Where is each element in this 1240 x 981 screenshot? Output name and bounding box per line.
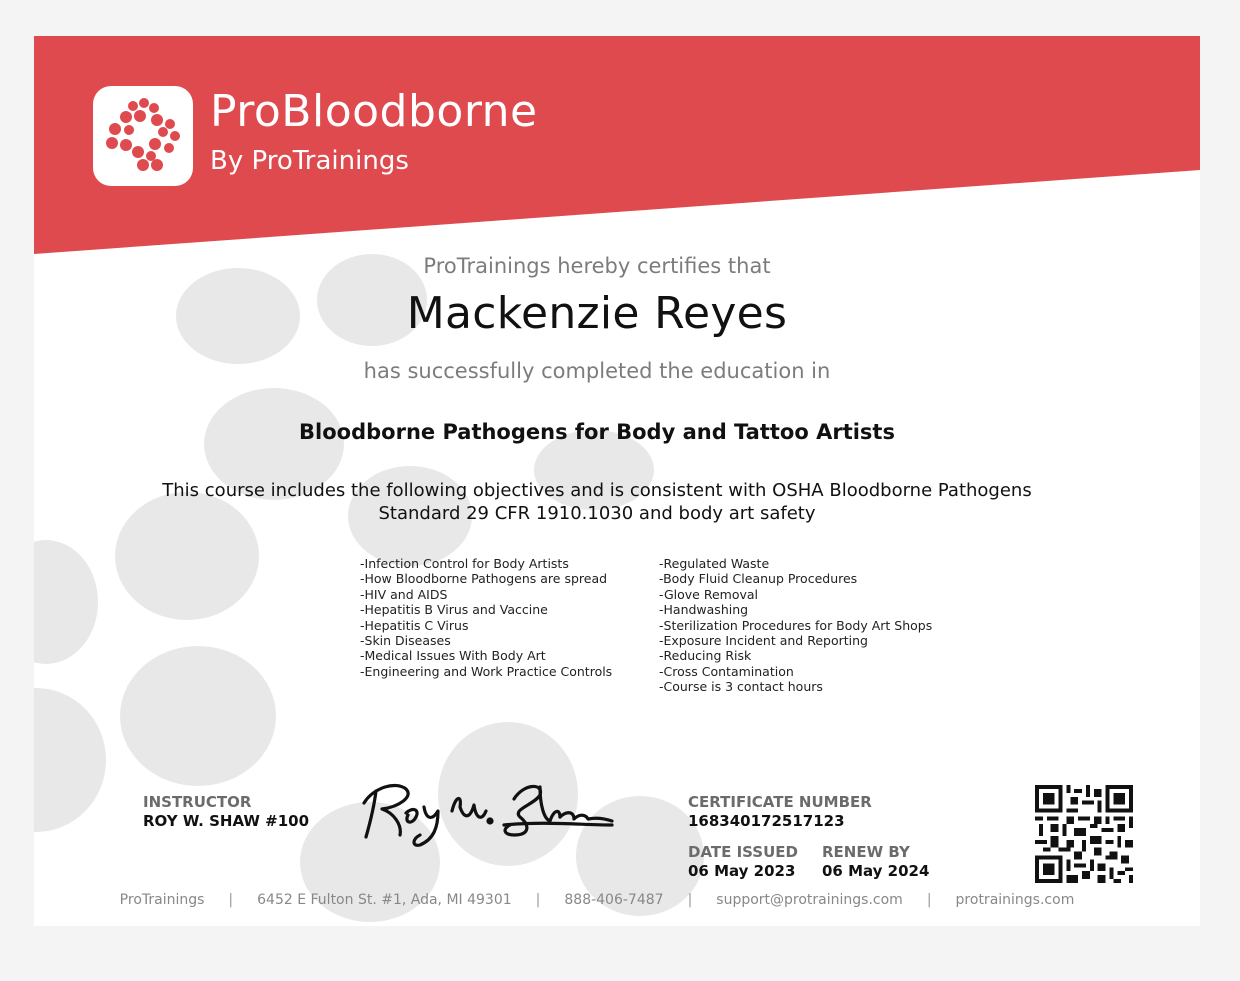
footer-separator: |: [687, 892, 693, 908]
objective-item: -How Bloodborne Pathogens are spread: [360, 571, 608, 587]
certifies-line: ProTrainings hereby certifies that: [423, 254, 771, 278]
footer-contact: [34, 892, 1160, 908]
banner-shape: [34, 36, 1200, 254]
footer-phone[interactable]: 888-406-7487: [564, 892, 664, 908]
objective-item: -Regulated Waste: [659, 556, 770, 571]
objective-item: -HIV and AIDS: [360, 586, 448, 602]
objective-item: -Skin Diseases: [360, 633, 451, 649]
footer-company: ProTrainings: [119, 892, 205, 908]
objectives-left-list: [360, 556, 612, 679]
objectives-right-list: [659, 556, 932, 695]
course-title: Bloodborne Pathogens for Body and Tattoo Artists: [299, 420, 895, 444]
objective-item: -Body Fluid Cleanup Procedures: [659, 571, 858, 587]
instructor-label: INSTRUCTOR: [143, 793, 252, 811]
blood-drops-logo-icon: [93, 86, 193, 186]
objective-item: -Exposure Incident and Reporting: [659, 633, 868, 649]
certificate-number-label: CERTIFICATE NUMBER: [688, 793, 872, 811]
objective-item: -Infection Control for Body Artists: [360, 556, 569, 571]
objective-item: -Engineering and Work Practice Controls: [360, 663, 613, 679]
brand-title: ProBloodborne: [210, 86, 538, 137]
completed-line: has successfully completed the education in: [363, 359, 831, 383]
brand-subtitle: By ProTrainings: [210, 146, 409, 176]
renew-by: 06 May 2024: [822, 862, 930, 880]
footer-separator: |: [926, 892, 932, 908]
brand-logo: [93, 86, 193, 186]
objective-item: -Reducing Risk: [659, 648, 752, 664]
header-banner: [34, 36, 1200, 254]
objective-item: -Cross Contamination: [659, 663, 794, 679]
footer-address: 6452 E Fulton St. #1, Ada, MI 49301: [257, 892, 512, 908]
footer-email-link[interactable]: support@protrainings.com: [716, 892, 903, 908]
qr-code-icon[interactable]: [1035, 785, 1133, 883]
objective-item: -Course is 3 contact hours: [659, 679, 823, 695]
objective-item: -Sterilization Procedures for Body Art Shops: [659, 617, 933, 633]
certificate-number: 168340172517123: [688, 812, 845, 830]
footer-separator: |: [228, 892, 234, 908]
objectives-intro: This course includes the following objectives and is consistent with OSHA Bloodborne Pathogens Standard 29 CFR 1910.1030 and body art safety: [162, 480, 1032, 524]
objective-item: -Handwashing: [659, 602, 749, 618]
date-issued-label: DATE ISSUED: [688, 843, 798, 861]
objective-item: -Hepatitis C Virus: [360, 617, 469, 633]
objective-item: -Medical Issues With Body Art: [360, 648, 546, 664]
objective-item: -Hepatitis B Virus and Vaccine: [360, 602, 548, 618]
date-issued: 06 May 2023: [688, 862, 796, 880]
instructor-signature: [354, 773, 616, 853]
footer-website-link[interactable]: protrainings.com: [955, 892, 1075, 908]
renew-by-label: RENEW BY: [822, 843, 910, 861]
certificate: [34, 36, 1200, 926]
footer-separator: |: [535, 892, 541, 908]
objective-item: -Glove Removal: [659, 586, 759, 602]
recipient-name: Mackenzie Reyes: [406, 288, 788, 339]
instructor-name: ROY W. SHAW #100: [143, 812, 310, 830]
